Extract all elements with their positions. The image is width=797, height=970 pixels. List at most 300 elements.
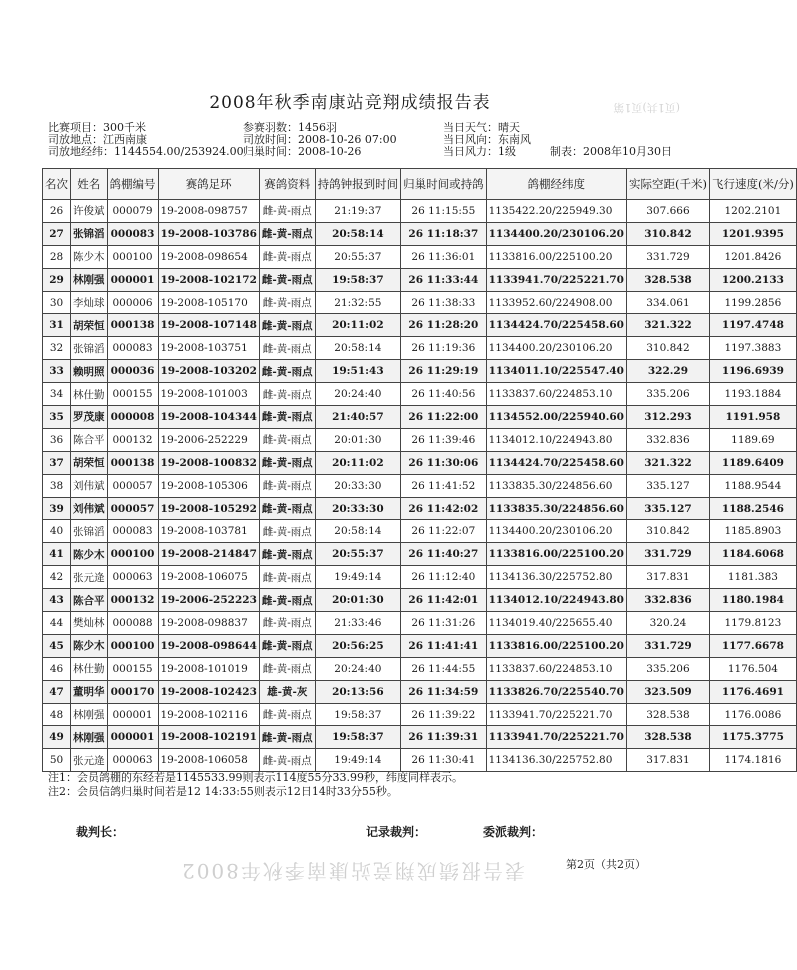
cell-distance: 321.322: [626, 314, 709, 337]
cell-arrival-time: 26 11:39:46: [401, 428, 487, 451]
cell-ring: 19-2008-098654: [158, 245, 259, 268]
cell-clock-time: 20:58:14: [315, 222, 401, 245]
table-row: [43, 406, 797, 429]
cell-bird-info: 雌-黄-雨点: [259, 749, 315, 772]
cell-ring: 19-2008-105292: [158, 497, 259, 520]
cell-loft-id: 000083: [107, 222, 158, 245]
cell-rank: 32: [43, 337, 71, 360]
cell-rank: 35: [43, 406, 71, 429]
cell-arrival-time: 26 11:18:37: [401, 222, 487, 245]
cell-rank: 26: [43, 200, 71, 223]
cell-name: 林仕勤: [71, 657, 108, 680]
cell-speed: 1176.504: [709, 657, 796, 680]
table-row: [43, 268, 797, 291]
cell-ring: 19-2008-102191: [158, 726, 259, 749]
cell-rank: 31: [43, 314, 71, 337]
cell-rank: 45: [43, 634, 71, 657]
cell-speed: 1177.6678: [709, 634, 796, 657]
table-row: [43, 291, 797, 314]
cell-clock-time: 21:32:55: [315, 291, 401, 314]
cell-loft-coords: 1134136.30/225752.80: [486, 749, 626, 772]
meta-weather: 当日天气：晴天: [443, 121, 520, 134]
cell-rank: 27: [43, 222, 71, 245]
cell-loft-coords: 1134424.70/225458.60: [486, 314, 626, 337]
table-row: [43, 245, 797, 268]
cell-name: 陈少木: [71, 245, 108, 268]
cell-rank: 39: [43, 497, 71, 520]
cell-clock-time: 20:58:14: [315, 337, 401, 360]
cell-distance: 331.729: [626, 245, 709, 268]
cell-clock-time: 21:40:57: [315, 406, 401, 429]
table-row: [43, 520, 797, 543]
cell-name: 陈合平: [71, 428, 108, 451]
cell-clock-time: 20:13:56: [315, 680, 401, 703]
cell-name: 陈少木: [71, 634, 108, 657]
cell-arrival-time: 26 11:22:00: [401, 406, 487, 429]
table-row: [43, 200, 797, 223]
cell-loft-coords: 1133952.60/224908.00: [486, 291, 626, 314]
cell-distance: 335.127: [626, 497, 709, 520]
cell-speed: 1179.8123: [709, 612, 796, 635]
cell-speed: 1188.2546: [709, 497, 796, 520]
cell-name: 刘伟斌: [71, 474, 108, 497]
cell-loft-id: 000088: [107, 612, 158, 635]
cell-name: 陈合平: [71, 589, 108, 612]
cell-clock-time: 19:58:37: [315, 726, 401, 749]
cell-loft-id: 000132: [107, 428, 158, 451]
cell-loft-id: 000001: [107, 703, 158, 726]
header-speed: 飞行速度(米/分): [709, 169, 796, 200]
cell-loft-id: 000100: [107, 634, 158, 657]
table-row: [43, 589, 797, 612]
header-arrival-time: 归巢时间或持鸽: [401, 169, 487, 200]
cell-speed: 1196.6939: [709, 360, 796, 383]
cell-arrival-time: 26 11:33:44: [401, 268, 487, 291]
cell-ring: 19-2008-103786: [158, 222, 259, 245]
cell-arrival-time: 26 11:15:55: [401, 200, 487, 223]
cell-distance: 321.322: [626, 451, 709, 474]
cell-loft-id: 000155: [107, 657, 158, 680]
cell-rank: 30: [43, 291, 71, 314]
table-row: [43, 314, 797, 337]
cell-ring: 19-2008-102116: [158, 703, 259, 726]
cell-arrival-time: 26 11:29:19: [401, 360, 487, 383]
cell-rank: 46: [43, 657, 71, 680]
table-row: [43, 451, 797, 474]
cell-distance: 320.24: [626, 612, 709, 635]
cell-loft-coords: 1134400.20/230106.20: [486, 520, 626, 543]
cell-clock-time: 20:11:02: [315, 314, 401, 337]
table-row: [43, 612, 797, 635]
cell-bird-info: 雌-黄-雨点: [259, 200, 315, 223]
cell-name: 林刚强: [71, 268, 108, 291]
signature-recorder: 记录裁判：: [366, 825, 427, 839]
cell-ring: 19-2008-101003: [158, 383, 259, 406]
cell-arrival-time: 26 11:39:22: [401, 703, 487, 726]
cell-speed: 1176.4691: [709, 680, 796, 703]
cell-distance: 310.842: [626, 520, 709, 543]
table-row: [43, 383, 797, 406]
cell-name: 胡荣恒: [71, 451, 108, 474]
bleed-through-text-top: (页1共)页1第: [613, 101, 680, 114]
cell-arrival-time: 26 11:44:55: [401, 657, 487, 680]
cell-bird-info: 雌-黄-雨点: [259, 222, 315, 245]
notes-block: [48, 771, 463, 799]
cell-rank: 37: [43, 451, 71, 474]
cell-clock-time: 20:33:30: [315, 497, 401, 520]
table-row: [43, 726, 797, 749]
cell-distance: 332.836: [626, 589, 709, 612]
table-row: [43, 337, 797, 360]
cell-distance: 317.831: [626, 566, 709, 589]
cell-bird-info: 雌-黄-雨点: [259, 337, 315, 360]
header-rank: 名次: [43, 169, 71, 200]
cell-name: 林刚强: [71, 726, 108, 749]
cell-arrival-time: 26 11:41:52: [401, 474, 487, 497]
cell-bird-info: 雌-黄-雨点: [259, 383, 315, 406]
cell-bird-info: 雌-黄-雨点: [259, 612, 315, 635]
cell-clock-time: 19:58:37: [315, 268, 401, 291]
cell-loft-id: 000100: [107, 245, 158, 268]
cell-distance: 322.29: [626, 360, 709, 383]
cell-arrival-time: 26 11:34:59: [401, 680, 487, 703]
cell-clock-time: 20:33:30: [315, 474, 401, 497]
cell-clock-time: 20:55:37: [315, 543, 401, 566]
cell-ring: 19-2008-100832: [158, 451, 259, 474]
table-row: [43, 749, 797, 772]
cell-loft-id: 000079: [107, 200, 158, 223]
cell-bird-info: 雌-黄-雨点: [259, 589, 315, 612]
cell-ring: 19-2008-102172: [158, 268, 259, 291]
cell-ring: 19-2006-252229: [158, 428, 259, 451]
cell-bird-info: 雌-黄-雨点: [259, 245, 315, 268]
cell-ring: 19-2008-098757: [158, 200, 259, 223]
cell-loft-id: 000083: [107, 520, 158, 543]
cell-loft-id: 000155: [107, 383, 158, 406]
cell-arrival-time: 26 11:40:56: [401, 383, 487, 406]
cell-distance: 312.293: [626, 406, 709, 429]
cell-clock-time: 19:49:14: [315, 749, 401, 772]
cell-arrival-time: 26 11:12:40: [401, 566, 487, 589]
cell-loft-coords: 1134136.30/225752.80: [486, 566, 626, 589]
meta-wind-direction: 当日风向：东南风: [443, 133, 531, 146]
cell-distance: 335.206: [626, 657, 709, 680]
cell-bird-info: 雌-黄-雨点: [259, 451, 315, 474]
table-header-row: [43, 169, 797, 200]
cell-clock-time: 20:01:30: [315, 428, 401, 451]
cell-ring: 19-2008-102423: [158, 680, 259, 703]
header-distance: 实际空距(千米): [626, 169, 709, 200]
table-row: [43, 566, 797, 589]
signature-delegate: 委派裁判：: [483, 825, 544, 839]
cell-ring: 19-2008-107148: [158, 314, 259, 337]
cell-rank: 47: [43, 680, 71, 703]
cell-distance: 335.206: [626, 383, 709, 406]
cell-ring: 19-2008-214847: [158, 543, 259, 566]
cell-bird-info: 雌-黄-雨点: [259, 520, 315, 543]
cell-bird-info: 雌-黄-雨点: [259, 291, 315, 314]
cell-bird-info: 雄-黄-灰: [259, 680, 315, 703]
cell-rank: 41: [43, 543, 71, 566]
cell-bird-info: 雌-黄-雨点: [259, 360, 315, 383]
cell-name: 张元逄: [71, 749, 108, 772]
cell-loft-coords: 1134552.00/225940.60: [486, 406, 626, 429]
cell-bird-info: 雌-黄-雨点: [259, 566, 315, 589]
cell-name: 赖明照: [71, 360, 108, 383]
cell-speed: 1188.9544: [709, 474, 796, 497]
cell-speed: 1184.6068: [709, 543, 796, 566]
cell-rank: 49: [43, 726, 71, 749]
cell-speed: 1185.8903: [709, 520, 796, 543]
cell-clock-time: 20:56:25: [315, 634, 401, 657]
cell-name: 张元逄: [71, 566, 108, 589]
table-row: [43, 428, 797, 451]
cell-loft-id: 000001: [107, 726, 158, 749]
cell-name: 林仕勤: [71, 383, 108, 406]
cell-loft-coords: 1133837.60/224853.10: [486, 383, 626, 406]
cell-loft-coords: 1133816.00/225100.20: [486, 543, 626, 566]
cell-rank: 44: [43, 612, 71, 635]
cell-bird-info: 雌-黄-雨点: [259, 726, 315, 749]
results-body: [43, 200, 797, 772]
cell-arrival-time: 26 11:38:33: [401, 291, 487, 314]
cell-ring: 19-2008-103751: [158, 337, 259, 360]
cell-distance: 334.061: [626, 291, 709, 314]
page-number: 第2页（共2页）: [566, 858, 646, 871]
cell-name: 张锦滔: [71, 520, 108, 543]
meta-release-coords: 司放地经纬：1144554.00/253924.00: [48, 145, 244, 158]
meta-wind-force: 当日风力：1级: [443, 145, 516, 158]
note-1: 注1：会员鸽棚的东经若是1145533.99则表示114度55分33.99秒，纬度同样表示。: [48, 771, 463, 784]
cell-distance: 328.538: [626, 726, 709, 749]
cell-bird-info: 雌-黄-雨点: [259, 657, 315, 680]
cell-rank: 33: [43, 360, 71, 383]
cell-clock-time: 20:24:40: [315, 383, 401, 406]
cell-distance: 335.127: [626, 474, 709, 497]
cell-rank: 36: [43, 428, 71, 451]
cell-clock-time: 20:11:02: [315, 451, 401, 474]
cell-loft-coords: 1133816.00/225100.20: [486, 245, 626, 268]
cell-arrival-time: 26 11:42:02: [401, 497, 487, 520]
cell-name: 许俊斌: [71, 200, 108, 223]
cell-name: 李灿球: [71, 291, 108, 314]
table-row: [43, 680, 797, 703]
cell-speed: 1181.383: [709, 566, 796, 589]
cell-loft-coords: 1133816.00/225100.20: [486, 634, 626, 657]
cell-loft-coords: 1134011.10/225547.40: [486, 360, 626, 383]
cell-ring: 19-2008-105170: [158, 291, 259, 314]
header-name: 姓名: [71, 169, 108, 200]
cell-rank: 28: [43, 245, 71, 268]
cell-speed: 1200.2133: [709, 268, 796, 291]
table-row: [43, 543, 797, 566]
cell-loft-id: 000132: [107, 589, 158, 612]
cell-ring: 19-2008-101019: [158, 657, 259, 680]
cell-loft-id: 000170: [107, 680, 158, 703]
cell-name: 刘伟斌: [71, 497, 108, 520]
cell-ring: 19-2008-098644: [158, 634, 259, 657]
cell-distance: 328.538: [626, 703, 709, 726]
cell-ring: 19-2008-105306: [158, 474, 259, 497]
cell-loft-coords: 1133941.70/225221.70: [486, 268, 626, 291]
cell-bird-info: 雌-黄-雨点: [259, 314, 315, 337]
cell-name: 董明华: [71, 680, 108, 703]
cell-clock-time: 19:51:43: [315, 360, 401, 383]
cell-speed: 1189.69: [709, 428, 796, 451]
cell-name: 樊灿林: [71, 612, 108, 635]
cell-speed: 1199.2856: [709, 291, 796, 314]
cell-loft-coords: 1133835.30/224856.60: [486, 497, 626, 520]
cell-loft-id: 000138: [107, 451, 158, 474]
cell-name: 胡荣恒: [71, 314, 108, 337]
cell-arrival-time: 26 11:41:41: [401, 634, 487, 657]
cell-speed: 1197.4748: [709, 314, 796, 337]
cell-arrival-time: 26 11:40:27: [401, 543, 487, 566]
cell-loft-coords: 1134012.10/224943.80: [486, 589, 626, 612]
cell-loft-coords: 1134400.20/230106.20: [486, 222, 626, 245]
cell-bird-info: 雌-黄-雨点: [259, 703, 315, 726]
cell-loft-coords: 1135422.20/225949.30: [486, 200, 626, 223]
cell-distance: 331.729: [626, 543, 709, 566]
header-loft-id: 鸽棚编号: [107, 169, 158, 200]
cell-loft-id: 000083: [107, 337, 158, 360]
cell-distance: 317.831: [626, 749, 709, 772]
cell-loft-id: 000057: [107, 474, 158, 497]
cell-loft-id: 000001: [107, 268, 158, 291]
cell-ring: 19-2006-252223: [158, 589, 259, 612]
cell-arrival-time: 26 11:19:36: [401, 337, 487, 360]
cell-loft-id: 000008: [107, 406, 158, 429]
cell-rank: 40: [43, 520, 71, 543]
table-row: [43, 497, 797, 520]
cell-arrival-time: 26 11:42:01: [401, 589, 487, 612]
cell-clock-time: 20:55:37: [315, 245, 401, 268]
cell-distance: 323.509: [626, 680, 709, 703]
cell-bird-info: 雌-黄-雨点: [259, 428, 315, 451]
cell-distance: 328.538: [626, 268, 709, 291]
cell-arrival-time: 26 11:36:01: [401, 245, 487, 268]
meta-entries: 参赛羽数：1456羽: [243, 121, 337, 134]
cell-distance: 310.842: [626, 222, 709, 245]
cell-speed: 1201.8426: [709, 245, 796, 268]
cell-loft-coords: 1134424.70/225458.60: [486, 451, 626, 474]
cell-bird-info: 雌-黄-雨点: [259, 543, 315, 566]
cell-speed: 1191.958: [709, 406, 796, 429]
cell-rank: 38: [43, 474, 71, 497]
cell-speed: 1189.6409: [709, 451, 796, 474]
cell-clock-time: 20:58:14: [315, 520, 401, 543]
cell-rank: 34: [43, 383, 71, 406]
cell-distance: 332.836: [626, 428, 709, 451]
cell-loft-id: 000063: [107, 749, 158, 772]
cell-rank: 29: [43, 268, 71, 291]
cell-loft-coords: 1134019.40/225655.40: [486, 612, 626, 635]
cell-loft-id: 000057: [107, 497, 158, 520]
meta-made-date: 制表：2008年10月30日: [550, 145, 672, 158]
cell-rank: 42: [43, 566, 71, 589]
cell-loft-id: 000063: [107, 566, 158, 589]
cell-arrival-time: 26 11:28:20: [401, 314, 487, 337]
table-row: [43, 703, 797, 726]
cell-clock-time: 19:58:37: [315, 703, 401, 726]
cell-ring: 19-2008-106058: [158, 749, 259, 772]
cell-arrival-time: 26 11:39:31: [401, 726, 487, 749]
cell-arrival-time: 26 11:31:26: [401, 612, 487, 635]
table-row: [43, 474, 797, 497]
cell-name: 张锦滔: [71, 337, 108, 360]
cell-ring: 19-2008-106075: [158, 566, 259, 589]
results-table: [42, 168, 797, 772]
header-bird-info: 赛鸽资料: [259, 169, 315, 200]
cell-name: 陈少木: [71, 543, 108, 566]
cell-bird-info: 雌-黄-雨点: [259, 474, 315, 497]
cell-speed: 1175.3775: [709, 726, 796, 749]
cell-loft-coords: 1133837.60/224853.10: [486, 657, 626, 680]
table-row: [43, 222, 797, 245]
cell-arrival-time: 26 11:30:41: [401, 749, 487, 772]
cell-loft-coords: 1134400.20/230106.20: [486, 337, 626, 360]
meta-return-time: 归巢时间：2008-10-26: [243, 145, 362, 158]
meta-release-place: 司放地点：江西南康: [48, 133, 147, 146]
cell-loft-id: 000006: [107, 291, 158, 314]
cell-ring: 19-2008-104344: [158, 406, 259, 429]
cell-loft-coords: 1134012.10/224943.80: [486, 428, 626, 451]
cell-loft-id: 000100: [107, 543, 158, 566]
table-row: [43, 360, 797, 383]
cell-speed: 1197.3883: [709, 337, 796, 360]
cell-clock-time: 19:49:14: [315, 566, 401, 589]
cell-loft-id: 000138: [107, 314, 158, 337]
cell-loft-coords: 1133826.70/225540.70: [486, 680, 626, 703]
cell-distance: 307.666: [626, 200, 709, 223]
cell-distance: 310.842: [626, 337, 709, 360]
cell-rank: 50: [43, 749, 71, 772]
cell-ring: 19-2008-098837: [158, 612, 259, 635]
table-row: [43, 657, 797, 680]
cell-clock-time: 21:33:46: [315, 612, 401, 635]
cell-speed: 1201.9395: [709, 222, 796, 245]
cell-clock-time: 20:01:30: [315, 589, 401, 612]
cell-rank: 48: [43, 703, 71, 726]
meta-event-item: 比赛项目：300千米: [48, 121, 146, 134]
cell-speed: 1174.1816: [709, 749, 796, 772]
cell-loft-coords: 1133941.70/225221.70: [486, 703, 626, 726]
cell-distance: 331.729: [626, 634, 709, 657]
bleed-through-text-bottom: 表告报绩成翔竞站康南季秋年8002: [180, 859, 525, 883]
cell-speed: 1202.2101: [709, 200, 796, 223]
cell-loft-coords: 1133941.70/225221.70: [486, 726, 626, 749]
cell-speed: 1176.0086: [709, 703, 796, 726]
note-2: 注2：会员信鸽归巢时间若是12 14:33:55则表示12日14时33分55秒。: [48, 785, 398, 798]
cell-bird-info: 雌-黄-雨点: [259, 268, 315, 291]
cell-speed: 1193.1884: [709, 383, 796, 406]
cell-loft-coords: 1133835.30/224856.60: [486, 474, 626, 497]
cell-clock-time: 20:24:40: [315, 657, 401, 680]
cell-speed: 1180.1984: [709, 589, 796, 612]
header-clock-time: 持鸽钟报到时间: [315, 169, 401, 200]
cell-bird-info: 雌-黄-雨点: [259, 634, 315, 657]
cell-ring: 19-2008-103781: [158, 520, 259, 543]
cell-name: 罗茂康: [71, 406, 108, 429]
cell-bird-info: 雌-黄-雨点: [259, 406, 315, 429]
cell-bird-info: 雌-黄-雨点: [259, 497, 315, 520]
table-row: [43, 634, 797, 657]
cell-rank: 43: [43, 589, 71, 612]
cell-clock-time: 21:19:37: [315, 200, 401, 223]
meta-release-time: 司放时间：2008-10-26 07:00: [243, 133, 397, 146]
header-loft-coords: 鸽棚经纬度: [486, 169, 626, 200]
cell-arrival-time: 26 11:30:06: [401, 451, 487, 474]
